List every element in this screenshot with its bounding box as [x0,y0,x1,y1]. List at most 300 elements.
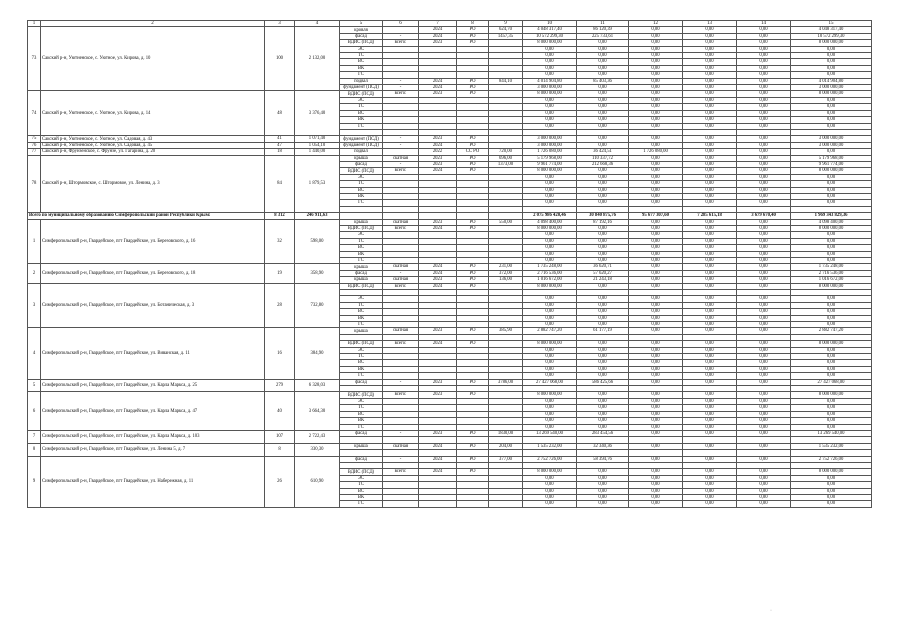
document-page [27,20,871,508]
empty-cell [457,501,489,507]
fund-b-cell: 0,00 [683,72,737,78]
cost-total-cell: 0,00 [523,251,577,257]
cost-unit-cell: 0,00 [577,168,629,174]
cost-unit-cell: 0,00 [577,315,629,321]
volume-cell: 204,00 [489,443,523,449]
residents-cell: 26 [265,456,295,507]
empty-cell [419,501,457,507]
fund-a-cell: 0,00 [629,322,683,328]
fund-total-cell: 8 000 000,00 [791,341,872,347]
cost-unit-cell: 212 668,36 [577,161,629,167]
cost-total-cell: 8 000 000,00 [523,40,577,46]
fund-a-cell: 0,00 [629,238,683,244]
row-number: 4 [28,328,41,379]
roof-type-cell: - [383,85,419,91]
fund-a-cell: 0,00 [629,174,683,180]
table-body [28,21,872,508]
work-type-cell: ВДИС (ПСД) [340,283,383,289]
fund-b-cell: 0,00 [683,475,737,481]
work-type-cell: ЭС [340,174,383,180]
fund-b-cell: 0,00 [683,78,737,84]
work-type-cell: ГС [340,373,383,379]
work-type-cell: кровля [340,27,383,33]
fund-b-cell: 0,00 [683,373,737,379]
fund-c-cell: 0,00 [737,149,791,155]
fund-c-cell: 0,00 [737,232,791,238]
cost-unit-cell: 0,00 [577,117,629,123]
fund-c-cell: 0,00 [737,309,791,315]
source-cell: РО [457,91,489,97]
fund-b-cell: 0,00 [683,27,737,33]
fund-a-cell: 0,00 [629,411,683,417]
cost-total-cell: 0,00 [523,110,577,116]
fund-b-cell: 0,00 [683,501,737,507]
fund-total-cell: 8 000 000,00 [791,469,872,475]
cost-total-cell: 0,00 [523,494,577,500]
fund-a-cell: 0,00 [629,494,683,500]
fund-total-cell: 4 048 317,40 [791,27,872,33]
roof-type-cell: - [383,136,419,142]
source-cell: РО [457,270,489,276]
fund-c-cell: 0,00 [737,219,791,225]
fund-c-cell: 0,00 [737,379,791,385]
fund-b-cell: 0,00 [683,366,737,372]
fund-total-cell: 13 269 540,00 [791,430,872,436]
fund-total-cell: 4 098 400,00 [791,219,872,225]
fund-c-cell: 0,00 [737,354,791,360]
work-type-cell: ТС [340,53,383,59]
fund-c-cell: 0,00 [737,322,791,328]
cost-total-cell: 0,00 [523,366,577,372]
fund-total-cell: 0,00 [791,110,872,116]
cost-unit-cell: 0,00 [577,85,629,91]
fund-c-cell: 0,00 [737,264,791,270]
fund-a-cell: 0,00 [629,78,683,84]
work-type-cell: фасад [340,456,383,462]
cost-unit-cell: 110 337,72 [577,155,629,161]
fund-b-cell: 0,00 [683,283,737,289]
fund-a-cell: 0,00 [629,302,683,308]
address-cell: Сакский р-н, Уютненское, с. Уютное, ул. Садовая, д. 43 [41,136,265,142]
source-cell: РО [457,277,489,283]
fund-c-cell: 0,00 [737,251,791,257]
fund-b-cell: 0,00 [683,187,737,193]
fund-b-cell: 0,00 [683,456,737,462]
cost-unit-cell: 0,00 [577,360,629,366]
fund-total-cell: 0,00 [791,104,872,110]
cost-unit-cell: 86 120,39 [577,27,629,33]
cost-unit-cell: 0,00 [577,142,629,148]
cost-total-cell: 0,00 [523,104,577,110]
row-number: 1 [28,219,41,264]
fund-c-cell: 0,00 [737,501,791,507]
fund-a-cell: 0,00 [629,482,683,488]
source-cell: РО [457,33,489,39]
total-value: 7 285 615,18 [683,213,737,219]
fund-a-cell: 0,00 [629,270,683,276]
fund-total-cell: 2 716 536,00 [791,270,872,276]
fund-b-cell: 0,00 [683,136,737,142]
fund-b-cell: 0,00 [683,315,737,321]
fund-c-cell: 0,00 [737,59,791,65]
year-cell: 2023 [419,430,457,436]
cost-unit-cell: 586 425,66 [577,379,629,385]
cost-total-cell: 8 000 000,00 [523,341,577,347]
cost-unit-cell: 0,00 [577,475,629,481]
volume-cell: 3786,00 [489,379,523,385]
cost-unit-cell: 0,00 [577,341,629,347]
cost-total-cell: 0,00 [523,59,577,65]
residents-cell: 19 [265,264,295,283]
fund-c-cell: 0,00 [737,328,791,334]
fund-total-cell: 0,00 [791,418,872,424]
cost-total-cell: 0,00 [523,322,577,328]
fund-b-cell: 0,00 [683,149,737,155]
fund-a-cell: 0,00 [629,315,683,321]
fund-b-cell: 0,00 [683,494,737,500]
fund-c-cell: 0,00 [737,238,791,244]
cost-unit-cell: 21 243,18 [577,277,629,283]
cost-total-cell: 0,00 [523,193,577,199]
fund-a-cell: 0,00 [629,379,683,385]
source-cell: РО [457,392,489,398]
fund-b-cell: 0,00 [683,97,737,103]
roof-type-cell: всего: [383,225,419,231]
row-number: 5 [28,379,41,392]
area-cell: 3 664,30 [295,392,340,430]
cost-unit-cell: 32 340,36 [577,443,629,449]
work-type-cell: ВДИС (ПСД) [340,341,383,347]
fund-total-cell: 0,00 [791,232,872,238]
fund-a-cell: 0,00 [629,193,683,199]
column-header: 5 [340,21,383,27]
year-cell: 2023 [419,328,457,334]
column-header: 13 [683,21,737,27]
cost-total-cell: 8 000 000,00 [523,225,577,231]
fund-total-cell: 1 016 672,00 [791,277,872,283]
work-type-cell: ТС [340,181,383,187]
fund-b-cell: 0,00 [683,418,737,424]
column-header: 4 [295,21,340,27]
cost-total-cell: 0,00 [523,475,577,481]
fund-b-cell: 0,00 [683,104,737,110]
cost-total-cell: 4 098 400,00 [523,219,577,225]
total-label: Всего по муниципальному образованию Симферопольский район Республики Крым: [28,213,265,219]
row-number: 78 [28,155,41,213]
fund-b-cell: 0,00 [683,360,737,366]
volume-cell: 377,00 [489,456,523,462]
fund-c-cell: 0,00 [737,270,791,276]
fund-c-cell: 0,00 [737,85,791,91]
roof-type-cell: скатная [383,155,419,161]
fund-a-cell: 0,00 [629,53,683,59]
fund-b-cell: 0,00 [683,238,737,244]
fund-c-cell: 0,00 [737,360,791,366]
volume-cell: 231,00 [489,264,523,270]
address-cell: Симферопольский р-н, Гвардейское, пгт Гвардейское, ул. Березовского, д. 18 [41,264,265,283]
cost-unit-cell: 57 620,27 [577,270,629,276]
cost-unit-cell: 0,00 [577,405,629,411]
cost-unit-cell: 0,00 [577,309,629,315]
fund-total-cell: 0,00 [791,187,872,193]
work-type-cell: ВДИС (ПСД) [340,225,383,231]
cost-total-cell: 0,00 [523,72,577,78]
residents-cell: 8 [265,443,295,456]
fund-a-cell: 0,00 [629,475,683,481]
fund-a-cell: 0,00 [629,40,683,46]
fund-total-cell: 3 000 000,00 [791,142,872,148]
address-cell: Сакский р-н, Фрунзенское, с. Фрунзе, ул. Гагарина, д. 20 [41,149,265,155]
fund-c-cell: 0,00 [737,302,791,308]
cost-unit-cell: 0,00 [577,482,629,488]
residents-cell: 47 [265,142,295,148]
work-type-cell: крыша [340,155,383,161]
work-type-cell: фасад [340,33,383,39]
cost-total-cell: 0,00 [523,347,577,353]
fund-total-cell: 0,00 [791,97,872,103]
cost-unit-cell: 0,00 [577,322,629,328]
fund-a-cell: 0,00 [629,110,683,116]
cost-total-cell: 3 000 000,00 [523,136,577,142]
source-cell: РО [457,136,489,142]
fund-c-cell: 0,00 [737,424,791,430]
work-type-cell: фасад [340,379,383,385]
address-cell: Симферопольский р-н, Гвардейское, пгт Гвардейское, ул. Ботаническая, д. 3 [41,283,265,328]
column-header: 9 [489,21,523,27]
cost-total-cell: 3 000 000,00 [523,142,577,148]
fund-c-cell: 0,00 [737,78,791,84]
fund-a-cell: 0,00 [629,142,683,148]
fund-a-cell: 1 726 080,00 [629,149,683,155]
address-cell: Сакский р-н, Штормовское, с. Штормовое, ул. Ленина, д. 3 [41,155,265,213]
cost-total-cell: 0,00 [523,245,577,251]
residents-cell: 32 [265,219,295,264]
fund-c-cell: 0,00 [737,155,791,161]
roof-type-cell: - [383,430,419,436]
capital-repair-table [27,20,872,508]
total-value: 1 969 343 829,36 [791,213,872,219]
fund-c-cell: 0,00 [737,40,791,46]
row-number: 76 [28,142,41,148]
cost-total-cell: 0,00 [523,411,577,417]
fund-b-cell: 0,00 [683,33,737,39]
fund-b-cell: 0,00 [683,379,737,385]
cost-unit-cell: 0,00 [577,193,629,199]
work-type-cell: ГС [340,72,383,78]
fund-total-cell: 0,00 [791,251,872,257]
volume-cell: 1457,35 [489,33,523,39]
roof-type-cell: скатная [383,277,419,283]
fund-a-cell: 0,00 [629,85,683,91]
fund-b-cell: 0,00 [683,469,737,475]
fund-a-cell: 0,00 [629,258,683,264]
cost-unit-cell: 283 454,56 [577,430,629,436]
source-cell: РО [457,142,489,148]
fund-b-cell: 0,00 [683,123,737,129]
fund-a-cell: 0,00 [629,33,683,39]
fund-b-cell: 0,00 [683,347,737,353]
cost-unit-cell: 0,00 [577,296,629,302]
source-cell: РО [457,456,489,462]
year-cell: 2024 [419,27,457,33]
fund-c-cell: 0,00 [737,187,791,193]
roof-type-cell: всего: [383,91,419,97]
fund-a-cell: 0,00 [629,104,683,110]
fund-c-cell: 0,00 [737,405,791,411]
fund-a-cell: 0,00 [629,366,683,372]
cost-unit-cell: 0,00 [577,501,629,507]
source-cell: РО [457,40,489,46]
fund-b-cell: 0,00 [683,245,737,251]
work-type-cell: ГС [340,501,383,507]
fund-total-cell: 0,00 [791,181,872,187]
fund-total-cell: 0,00 [791,117,872,123]
work-type-cell: крыша [340,219,383,225]
cost-unit-cell: 0,00 [577,225,629,231]
area-cell: 384,90 [295,328,340,379]
fund-b-cell: 0,00 [683,117,737,123]
fund-a-cell: 0,00 [629,59,683,65]
column-header: 10 [523,21,577,27]
fund-a-cell: 0,00 [629,443,683,449]
cost-total-cell: 0,00 [523,302,577,308]
work-type-cell: ВС [340,488,383,494]
cost-total-cell: 0,00 [523,117,577,123]
fund-b-cell: 0,00 [683,309,737,315]
fund-a-cell: 0,00 [629,373,683,379]
source-cell: РО [457,168,489,174]
year-cell: 2024 [419,168,457,174]
area-cell: 598,00 [295,219,340,264]
roof-type-cell: - [383,270,419,276]
cost-unit-cell: 0,00 [577,245,629,251]
fund-total-cell: 2 752 726,00 [791,456,872,462]
fund-b-cell: 0,00 [683,251,737,257]
cost-total-cell: 10 572 299,30 [523,33,577,39]
cost-unit-cell: 0,00 [577,110,629,116]
cost-unit-cell: 0,00 [577,302,629,308]
cost-total-cell: 2 716 536,00 [523,270,577,276]
fund-c-cell: 0,00 [737,456,791,462]
fund-c-cell: 0,00 [737,193,791,199]
cost-total-cell: 0,00 [523,53,577,59]
fund-a-cell: 0,00 [629,251,683,257]
area-cell: 1 879,53 [295,155,340,213]
fund-b-cell: 0,00 [683,40,737,46]
fund-c-cell: 0,00 [737,373,791,379]
cost-unit-cell: 0,00 [577,174,629,180]
fund-c-cell: 0,00 [737,245,791,251]
year-cell: 2023 [419,155,457,161]
fund-a-cell: 0,00 [629,155,683,161]
fund-total-cell: 4 014 904,80 [791,78,872,84]
fund-a-cell: 0,00 [629,46,683,52]
fund-c-cell: 0,00 [737,443,791,449]
fund-total-cell: 0,00 [791,360,872,366]
year-cell: 2023 [419,392,457,398]
year-cell: 2022 [419,149,457,155]
area-cell: 330,30 [295,443,340,456]
year-cell: 2024 [419,456,457,462]
source-cell: РО [457,430,489,436]
page-mark: · [770,608,772,614]
roof-type-cell: - [383,161,419,167]
fund-b-cell: 0,00 [683,405,737,411]
total-value: 3 679 670,40 [737,213,791,219]
cost-total-cell: 0,00 [523,501,577,507]
source-cell: РО [457,155,489,161]
fund-b-cell: 0,00 [683,270,737,276]
address-cell: Симферопольский р-н, Гвардейское, пгт Гвардейское, ул. Ленина 5, д. 7 [41,443,265,456]
fund-total-cell: 8 000 000,00 [791,91,872,97]
area-cell: 610,90 [295,456,340,507]
fund-total-cell: 8 000 000,00 [791,392,872,398]
cost-unit-cell: 0,00 [577,488,629,494]
cost-unit-cell: 0,00 [577,398,629,404]
residents-cell: 279 [265,379,295,392]
column-header: 8 [457,21,489,27]
fund-c-cell: 0,00 [737,283,791,289]
cost-total-cell: 27 427 068,00 [523,379,577,385]
work-type-cell: ВДИС (ПСД) [340,168,383,174]
fund-total-cell: 0,00 [791,405,872,411]
source-cell: РО [457,469,489,475]
work-type-cell: крыша [340,277,383,283]
roof-type-cell: скатная [383,264,419,270]
fund-total-cell: 0,00 [791,46,872,52]
work-type-cell: фундамент (ПСД) [340,142,383,148]
row-number: 7 [28,430,41,443]
fund-total-cell: 0,00 [791,398,872,404]
cost-unit-cell: 0,00 [577,494,629,500]
roof-type-cell: всего: [383,40,419,46]
fund-total-cell: 0,00 [791,258,872,264]
cost-total-cell: 0,00 [523,238,577,244]
fund-total-cell: 10 572 299,30 [791,33,872,39]
fund-a-cell: 0,00 [629,168,683,174]
fund-b-cell: 0,00 [683,354,737,360]
fund-total-cell: 2 882 747,20 [791,328,872,334]
cost-unit-cell: 0,00 [577,40,629,46]
work-type-cell: ЭС [340,347,383,353]
work-type-cell: ВК [340,65,383,71]
work-type-cell: ВС [340,411,383,417]
volume-cell: 136,00 [489,277,523,283]
work-type-cell: ВС [340,245,383,251]
year-cell: 2024 [419,142,457,148]
year-cell: 2024 [419,264,457,270]
fund-b-cell: 0,00 [683,482,737,488]
fund-c-cell: 0,00 [737,110,791,116]
area-cell: 358,90 [295,264,340,283]
fund-total-cell: 0,00 [791,322,872,328]
work-type-cell: ВС [340,309,383,315]
address-cell: Симферопольский р-н, Гвардейское, пгт Гвардейское, ул. Виванская, д. 11 [41,328,265,379]
cost-unit-cell: 0,00 [577,258,629,264]
address-cell: Симферопольский р-н, Гвардейское, пгт Гвардейское, ул. Карла Маркса, д. 25 [41,379,265,392]
column-header: 6 [383,21,419,27]
fund-b-cell: 0,00 [683,174,737,180]
cost-unit-cell: 0,00 [577,97,629,103]
fund-a-cell: 0,00 [629,123,683,129]
cost-total-cell: 3 000 000,00 [523,85,577,91]
fund-a-cell: 0,00 [629,232,683,238]
source-cell: РО [457,379,489,385]
fund-b-cell: 0,00 [683,398,737,404]
fund-a-cell: 0,00 [629,424,683,430]
fund-c-cell: 0,00 [737,315,791,321]
address-cell: Симферопольский р-н, Гвардейское, пгт Гвардейское, ул. Набережная, д. 11 [41,456,265,507]
